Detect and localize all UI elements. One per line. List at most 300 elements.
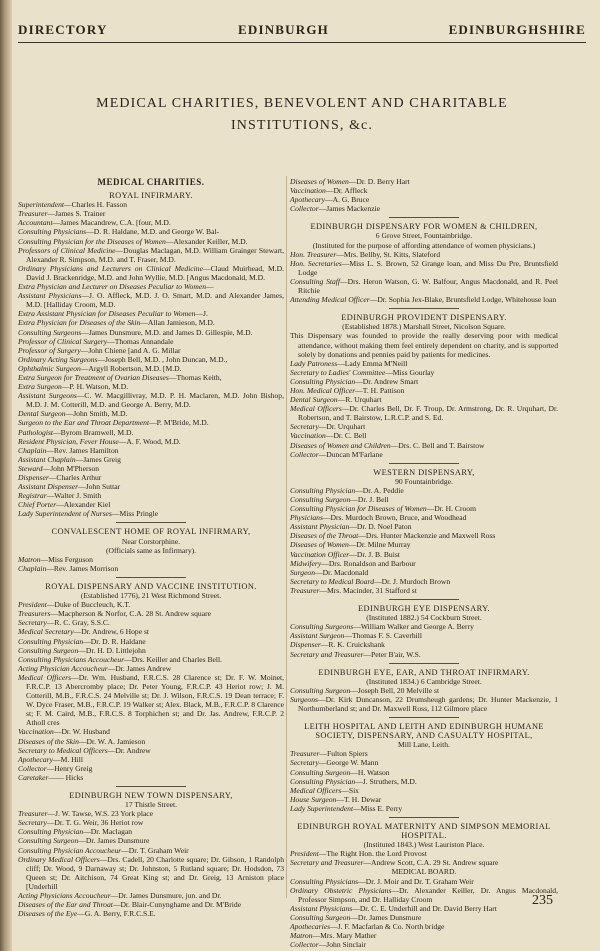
officer-entry	[18, 836, 284, 845]
dash-separator: —	[40, 554, 49, 564]
officer-entry	[290, 422, 558, 431]
officer-entry	[290, 849, 558, 858]
officer-name: Drs. Heron Watson, G. W. Balfour, Angus Macdonald, and R. Peel Ritchie	[298, 276, 558, 296]
dash-separator: —	[348, 177, 357, 186]
dash-separator: —	[165, 236, 174, 246]
officer-name: Dr. Andrew	[115, 745, 151, 755]
officer-role: Consulting Staff	[290, 276, 340, 286]
officer-role: Extra Physician and Lecturer on Diseases Peculiar to Women	[18, 282, 206, 292]
dash-separator: —	[63, 200, 72, 210]
dash-separator: —	[47, 209, 55, 219]
dash-separator: —	[355, 776, 363, 786]
officer-role: Consulting Physician	[18, 636, 84, 646]
officer-role: Consulting Physician	[290, 485, 356, 495]
officer-entry	[290, 622, 558, 631]
officer-name: Henry Greig	[54, 763, 93, 773]
dash-separator: —	[46, 445, 54, 455]
officer-role: Acting Physicians Accoucheur	[18, 891, 111, 901]
officer-entry	[18, 409, 284, 418]
officer-name: Drs. Cadell, 20 Charlotte square; Dr. Gibson, 1 Randolph cliff; Dr. Wood, 9 Darnaway st; Dr. Johnston, 5 Rutland square; Dr. Hodsdon, 73 Queen st; Dr. Aitchison, 74 Great King st; and Dr. Greig, 13 Arniston place [Underhill	[26, 854, 285, 891]
section-divider	[116, 522, 186, 523]
dash-separator: —	[78, 482, 86, 492]
dash-separator: —	[363, 858, 371, 868]
dash-separator: —	[65, 409, 74, 419]
officer-role: Consulting Surgeons	[290, 622, 354, 632]
officer-name: Dr. J. Bell	[357, 495, 389, 504]
dash-separator: —	[52, 218, 61, 228]
page-title-line-2: INSTITUTIONS, &c.	[231, 118, 373, 133]
officer-name: D. R. Haldane, M.D. and George W. Bal-	[93, 227, 220, 237]
officer-entry	[18, 264, 284, 282]
officer-entry	[18, 509, 284, 518]
dash-separator: —	[318, 940, 327, 950]
dash-separator: —	[319, 749, 327, 759]
dash-separator: —	[312, 931, 321, 941]
officer-name: Peter B'air, W.S.	[371, 649, 421, 659]
dash-separator: —	[53, 427, 61, 437]
dash-separator: —	[318, 849, 327, 859]
officer-entry	[290, 431, 558, 440]
institution-title: ROYAL INFIRMARY.	[109, 191, 193, 201]
officer-role: Lady Patroness	[290, 358, 338, 368]
institution-subtitle: (Instituted 1882.) 54 Cockburn Street.	[366, 613, 482, 623]
officer-name: H. Watson	[357, 767, 390, 777]
dash-separator: —	[53, 754, 61, 764]
officer-entry	[290, 904, 558, 913]
dash-separator: —	[322, 513, 331, 523]
dash-separator: —	[355, 385, 363, 395]
officer-name: Six	[348, 785, 359, 795]
officer-role: Medical Officers	[290, 404, 342, 414]
officer-entry	[18, 900, 284, 909]
officer-role: Consulting Physicians	[18, 227, 87, 237]
dash-separator: —	[48, 473, 57, 482]
institution-title: WESTERN DISPENSARY,	[373, 467, 475, 477]
officer-role: President	[18, 600, 47, 610]
officer-role: Consulting Physician Accoucheur	[18, 845, 122, 855]
officer-entry	[290, 650, 558, 659]
officer-role: Diseases of the Skin	[18, 736, 79, 746]
officer-role: Diseases of the Throat	[290, 531, 359, 541]
officer-name: Dr. Sophia Jex-Blake, Bruntsfield Lodge, Whitehouse loan	[377, 295, 557, 305]
officer-name: Allan Jamieson, M.D.	[147, 318, 215, 328]
officer-role: Midwifery	[290, 558, 322, 568]
dash-separator: —	[358, 531, 366, 541]
officer-entry	[290, 631, 558, 640]
officer-name: Thomas F. S. Caverhill	[351, 631, 423, 641]
officer-entry	[18, 600, 284, 609]
officer-entry	[290, 940, 558, 949]
officer-role: Secretary to Medical Officers	[18, 745, 108, 755]
officer-role: Accountant	[18, 218, 53, 228]
officer-entry	[18, 555, 284, 564]
dash-separator: —	[344, 631, 352, 641]
officer-entry	[290, 504, 558, 513]
officer-role: Dispenser	[18, 473, 49, 482]
officer-role: Matron	[290, 931, 313, 941]
officer-role: Secretary and Treasurer	[290, 649, 364, 659]
officer-name: Dr. W. Husband	[61, 727, 110, 737]
page-number: 235	[532, 893, 553, 908]
officer-name: Mrs. Mary Mather	[320, 931, 377, 941]
officer-name: Dr. D. R. Haldane	[90, 636, 146, 646]
section-divider	[389, 717, 459, 718]
section-heading: MEDICAL CHARITIES.	[97, 177, 205, 187]
officer-entry	[18, 764, 284, 773]
officer-role: Chaplain	[18, 563, 47, 573]
officer-entry	[290, 749, 558, 758]
officer-name: Drs. C. Bell and T. Bairstow	[398, 440, 485, 450]
dash-separator: —	[47, 809, 55, 819]
officer-entry	[18, 200, 284, 209]
officer-name: Dr. Kirk Duncanson, 22 Drumsheugh gardens; Dr. Hunter Mackenzie, 1 Northumberland st; and Dr. Maxwell Ross, 112 Gilmore place	[298, 694, 558, 713]
description-paragraph: This Dispensary was founded to provide the really deserving poor with medical attendance, without making them feel entirely dependent on charity, and is supported solely by donations and pennies paid by patients for medicines.	[290, 331, 558, 359]
officer-entry	[18, 382, 284, 391]
officer-entry	[18, 446, 284, 455]
officer-role: Ordinary Obstetric Physicians	[290, 885, 392, 895]
officer-role: Collector	[290, 204, 319, 214]
officer-entry	[290, 795, 558, 804]
dash-separator: —	[318, 758, 327, 768]
header-left: DIRECTORY	[18, 22, 108, 37]
dash-separator: —	[48, 772, 57, 782]
dash-separator: —	[317, 694, 326, 704]
institution-title: EDINBURGH NEW TOWN DISPENSARY,	[69, 791, 233, 800]
officer-name: P. M'Bride, M.D.	[156, 418, 209, 428]
officer-role: Medical Secretary	[18, 627, 74, 637]
officer-name: Miss Gourlay	[392, 367, 435, 377]
officer-role: Assistant Physician	[290, 522, 350, 532]
officer-name: J. W. Tawse, W.S. 23 York place	[55, 809, 154, 819]
dash-separator: —	[325, 431, 334, 441]
officer-entry	[290, 913, 558, 922]
officer-entry	[18, 618, 284, 627]
officer-name: Rev. James Hamilton	[53, 445, 119, 455]
dash-separator: —	[341, 258, 350, 268]
officer-role: Acting Physician Accoucheur	[18, 663, 108, 673]
dash-separator: —	[115, 245, 124, 255]
officer-role: Treasurers	[18, 609, 51, 619]
header-rule	[18, 42, 586, 43]
officer-role: Dispenser	[290, 640, 321, 650]
officer-entry	[18, 564, 284, 573]
officer-entry	[290, 495, 558, 504]
page-title-line-1: MEDICAL CHARITIES, BENEVOLENT AND CHARITABLE	[96, 96, 508, 111]
officer-role: Assistant Surgeon	[290, 631, 345, 641]
officer-role: Apothecary	[290, 195, 326, 205]
page-title	[18, 93, 586, 137]
officer-role: Vaccination Officer	[290, 549, 350, 559]
officer-role: Extra Surgeon	[18, 382, 62, 392]
officer-name: Fulton Spiers	[327, 749, 368, 759]
officer-role: Professor of Clinical Surgery	[18, 336, 108, 346]
dash-separator: —	[99, 854, 108, 864]
header-right: EDINBURGHSHIRE	[448, 22, 586, 37]
officer-role: Surgeons	[290, 694, 318, 704]
institution-subtitle: (Officials same as Infirmary).	[105, 545, 197, 555]
officer-role: Secretary	[290, 758, 319, 768]
officer-entry	[290, 486, 558, 495]
institution-subtitle: 90 Fountainbridge.	[395, 476, 453, 486]
officer-name: James S. Trainer	[55, 209, 106, 219]
officer-role: Extra Assistant Physician for Diseases Peculiar to Women	[18, 309, 196, 319]
institution-title: LEITH HOSPITAL AND LEITH AND EDINBURGH HUMANE SOCIETY, DISPENSARY, AND CASUALTY HOSPITAL,	[304, 722, 544, 741]
dash-separator: —	[86, 227, 94, 237]
officer-role: Hon. Treasurer	[290, 249, 337, 259]
officer-entry	[290, 568, 558, 577]
officer-entry	[290, 550, 558, 559]
officer-name: Dr. H. Croom	[434, 504, 476, 514]
officer-role: Consulting Surgeon	[290, 495, 351, 504]
officer-name: Dr. T. G. Weir, 36 Heriot row	[54, 818, 144, 828]
dash-separator: —	[46, 600, 55, 610]
dash-separator: —	[112, 900, 121, 910]
officer-name: Dr. Affleck	[333, 186, 368, 196]
officer-entry	[18, 391, 284, 409]
dash-separator: —	[350, 912, 358, 922]
officer-name: John M'Pherson	[50, 463, 100, 473]
officer-entry	[18, 418, 284, 427]
dash-separator: —	[140, 318, 148, 328]
officer-entry	[290, 758, 558, 767]
officer-role: Ordinary Acting Surgeons	[18, 354, 98, 364]
officer-role: Ordinary Physicians and Lecturers on Clinical Medicine	[18, 263, 203, 273]
officer-name: Andrew Scott, C.A. 29 St. Andrew square	[371, 858, 499, 868]
officer-name: G. A. Berry, F.R.C.S.E.	[84, 909, 156, 919]
officer-entry	[290, 368, 558, 377]
officer-entry	[18, 827, 284, 836]
officer-role: Professors of Clinical Medicine	[18, 245, 116, 255]
dash-separator: —	[107, 745, 116, 755]
officer-name: Charles Arthur	[56, 473, 102, 482]
officer-entry	[18, 637, 284, 646]
officer-entry	[18, 855, 284, 891]
dash-separator: —	[46, 563, 54, 573]
officer-entry	[290, 404, 558, 422]
dash-separator: —	[76, 391, 85, 401]
officer-entry	[290, 922, 558, 931]
officer-entry	[18, 664, 284, 673]
section-divider	[389, 217, 459, 218]
officer-entry	[18, 364, 284, 373]
dash-separator: —	[385, 367, 393, 377]
officer-name: Duke of Buccleuch, K.T.	[54, 600, 131, 610]
officer-name: R. Urquhart	[345, 395, 382, 405]
officer-role: Ordinary Medical Officers	[18, 854, 100, 864]
officer-entry	[290, 804, 558, 813]
institution-subtitle: 6 Grove Street, Fountainbridge.	[375, 231, 473, 241]
officer-role: Apothecary	[18, 754, 54, 764]
officer-entry	[18, 809, 284, 818]
dash-separator: —	[53, 727, 62, 737]
officer-name: Dr. James Andrew	[115, 663, 172, 673]
officer-entry	[290, 195, 558, 204]
dash-separator: —	[46, 818, 55, 828]
officer-name: J. O. Affleck, M.D. J. O. Smart, M.D. and Alexander James, M.D. [Halliday Croom, M.D.	[26, 291, 284, 310]
dash-separator: —	[318, 422, 327, 432]
officer-role: Professor of Surgery	[18, 345, 81, 355]
officer-name: Miss E. Perry	[360, 803, 403, 813]
officer-name: Drs. Hunter Mackenzie and Maxwell Ross	[365, 531, 496, 541]
officer-role: Treasurer	[290, 585, 320, 595]
institution-title: EDINBURGH PROVIDENT DISPENSARY.	[341, 313, 507, 323]
officer-role: Dental Surgeon	[290, 395, 338, 405]
officer-entry	[18, 673, 284, 728]
officer-role: Lady Superintendent	[290, 803, 354, 813]
officer-entry	[290, 377, 558, 386]
officer-entry	[290, 786, 558, 795]
dash-separator: —	[78, 645, 86, 655]
officer-name: Thomas Annandale	[114, 336, 174, 346]
officer-name: Dr. J. Murdoch Brown	[381, 576, 451, 586]
dash-separator: —	[337, 358, 345, 368]
dash-separator: —	[350, 767, 358, 777]
officer-entry	[18, 655, 284, 664]
officer-role: Assistant Chaplain	[18, 454, 76, 464]
officer-entry	[290, 559, 558, 568]
officer-role: Chaplain	[18, 445, 47, 455]
dash-separator: —	[369, 295, 378, 305]
officer-entry	[290, 931, 558, 940]
officer-entry	[290, 577, 558, 586]
officer-role: Consulting Physician	[18, 827, 84, 837]
officer-role: Superintendent	[18, 200, 64, 210]
dash-separator: —	[337, 395, 346, 405]
officer-entry	[290, 250, 558, 259]
officer-entry	[18, 773, 284, 782]
officer-name: Dr. A. Peddie	[362, 485, 404, 495]
officer-entry	[18, 428, 284, 437]
dash-separator: —	[353, 622, 361, 632]
officer-name: Miss Pringle	[119, 509, 159, 519]
officer-name: John Chiene [and A. G. Millar	[88, 345, 181, 355]
dash-separator: —	[320, 640, 329, 650]
officer-entry	[290, 295, 558, 304]
officer-name: Joseph Bell, M.D. , John Duncan, M.D.,	[105, 354, 228, 364]
dash-separator: —	[202, 263, 211, 273]
dash-separator: —	[71, 672, 79, 682]
officer-entry	[18, 437, 284, 446]
officer-name: John Sinclair	[326, 940, 367, 950]
officer-entry	[18, 818, 284, 827]
officer-role: Diseases of Women and Children	[290, 440, 391, 450]
officer-name: Dr. James Dunsmure	[85, 836, 150, 846]
officer-entry	[290, 277, 558, 295]
officer-entry	[18, 209, 284, 218]
officer-entry	[18, 455, 284, 464]
officer-role: Diseases of the Ear and Throat	[18, 900, 113, 910]
dash-separator: —	[149, 418, 157, 428]
dash-separator: —	[353, 803, 361, 813]
officer-name: Thomas Keith,	[176, 372, 222, 382]
dash-separator: —	[325, 186, 334, 196]
officer-entry	[290, 450, 558, 459]
officer-role: Secretary	[290, 422, 319, 432]
officer-name: Charles H. Fasson	[71, 200, 128, 210]
institution-title: CONVALESCENT HOME OF ROYAL INFIRMARY,	[51, 527, 251, 537]
officer-role: Consulting Physician	[290, 376, 356, 386]
officer-name: J.	[202, 309, 208, 319]
officer-role: Apothecaries	[290, 922, 331, 932]
officer-entry	[290, 522, 558, 531]
dash-separator: —	[97, 354, 106, 364]
dash-separator: —	[358, 876, 366, 886]
institution-subtitle: Near Corstorphine.	[121, 536, 181, 546]
officer-name: Dr. J. B. Buist	[356, 549, 400, 559]
officer-name: T. H. Dewar	[343, 794, 382, 804]
dash-separator: —	[61, 382, 70, 392]
dash-separator: —	[81, 291, 90, 301]
officer-role: Treasurer	[290, 749, 320, 759]
officer-name: T. H. Pattison	[362, 385, 405, 395]
officer-entry	[18, 746, 284, 755]
officer-name: — Hicks	[56, 772, 84, 782]
officer-entry	[18, 282, 284, 291]
officer-role: Assistant Physicians	[18, 291, 82, 301]
officer-name: Dr. W. A. Jamieson	[86, 736, 146, 746]
officer-entry	[18, 355, 284, 364]
dash-separator: —	[56, 500, 64, 510]
dash-separator: —	[77, 909, 85, 919]
officer-role: Ophthalmic Surgeon	[18, 363, 81, 373]
dash-separator: —	[83, 636, 91, 646]
officer-role: Lady Superintendent of Nurses	[18, 509, 112, 519]
officer-name: Dr. J. Moir and Dr. T. Graham Weir	[365, 876, 474, 886]
officer-name: Duncan M'Farlane	[326, 449, 383, 459]
officer-role: Consulting Surgeons	[18, 327, 82, 337]
officer-name: Dr. D. Berry Hart	[356, 177, 410, 186]
officer-name: The Right Hon. the Lord Provost	[326, 849, 427, 859]
dash-separator: —	[341, 404, 350, 414]
officer-role: Medical Officers	[18, 672, 72, 682]
officer-role: Consulting Surgeon	[290, 767, 351, 777]
dash-separator: —	[121, 845, 129, 855]
officer-entry	[18, 218, 284, 227]
header-center: EDINBURGH	[238, 22, 329, 37]
officer-name: Dr. Maclagan	[90, 827, 133, 837]
officer-role: Secretary	[18, 818, 47, 828]
officer-name: J. F. Macfarlan & Co. North bridge	[337, 922, 445, 932]
officer-entry	[18, 646, 284, 655]
officer-name: John Smith, M.D.	[73, 409, 128, 419]
officer-role: Diseases of the Eye	[18, 909, 78, 919]
officer-role: Chief Porter	[18, 500, 57, 510]
officer-role: Consulting Surgeon	[290, 685, 351, 695]
officer-role: Vaccination	[290, 431, 326, 441]
dash-separator: —	[83, 827, 91, 837]
officer-name: Mrs. Macinder, 31 Stafford st	[327, 585, 417, 595]
officer-role: President	[290, 849, 319, 859]
officer-name: Dr. Andrew, 6 Hope st	[81, 627, 150, 637]
officer-role: Registrar	[18, 491, 47, 501]
officer-name: Drs. Murdoch Brown, Bruce, and Woodhead	[330, 513, 467, 523]
dash-separator: —	[315, 567, 323, 577]
officer-entry	[290, 386, 558, 395]
officer-role: Secretary	[18, 618, 47, 628]
dash-separator: —	[355, 485, 363, 495]
dash-separator: —	[341, 785, 349, 795]
institution-subtitle: (Instituted 1843.) West Lauriston Place.	[363, 840, 485, 850]
officer-name: Dr. C. E. Underhill and Dr. David Berry Hart	[359, 903, 497, 913]
officer-entry	[18, 246, 284, 264]
officer-role: Consulting Surgeon	[18, 645, 79, 655]
officer-role: Hon. Secretaries	[290, 258, 342, 268]
officer-role: Vaccination	[18, 727, 54, 737]
officer-entry	[290, 886, 558, 904]
dash-separator: —	[348, 540, 357, 550]
dash-separator: —	[350, 495, 358, 504]
dash-separator: —	[46, 618, 55, 628]
